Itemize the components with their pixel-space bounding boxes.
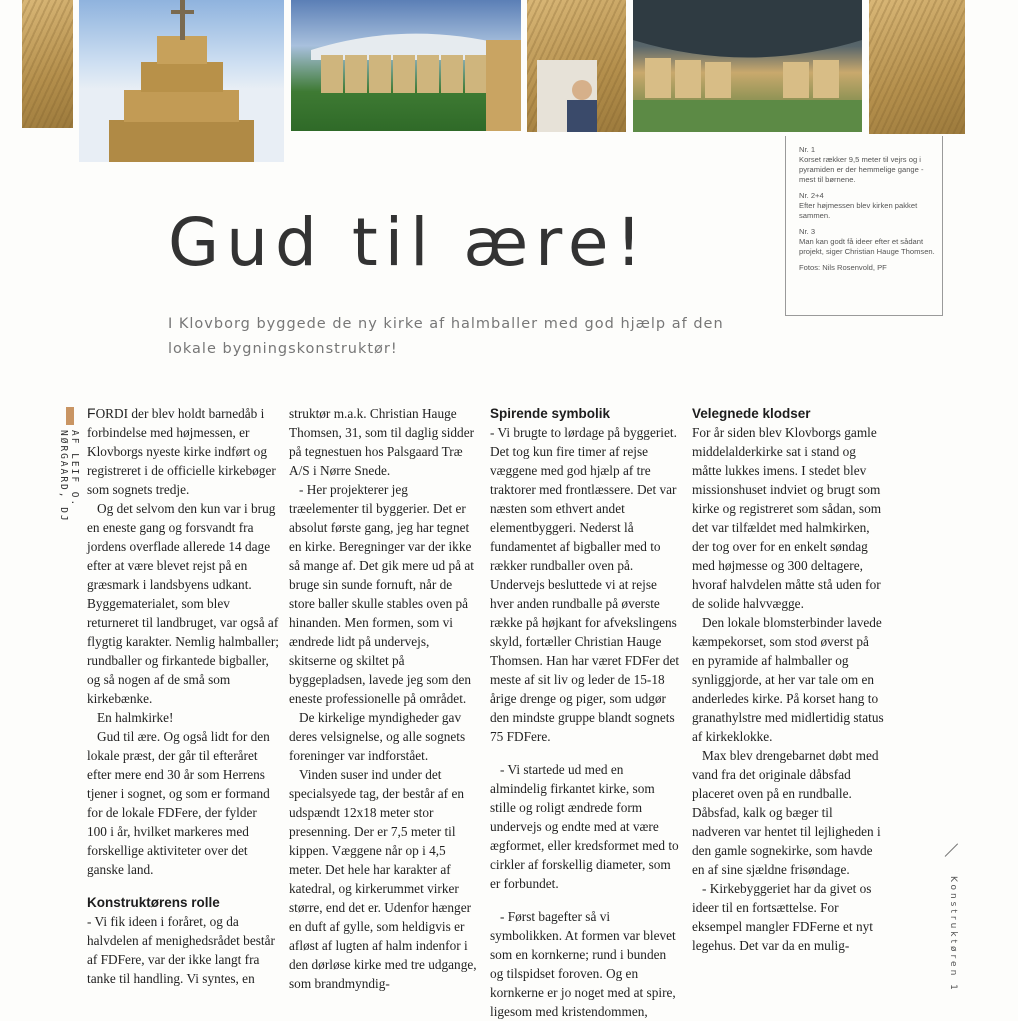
paragraph: For år siden blev Klovborgs gamle middelalderkirke sat i stand og måtte lukkes imens. I stedet blev missionshuset indviet og brugt som kirke og registreret som sådan, som det var tilfældet med halmkirken, der tog over for en enkelt søndag med højmesse og 300 deltagere, hvoraf halvdelen måtte stå uden for de solide halvvægge.: [692, 425, 882, 611]
paragraph: Den lokale blomsterbinder lavede kæmpekorset, som stod øverst på en pyramide af halmballer og synliggjorde, at her var tale om en anderledes kirke. På korset hang to granathylstre med midlertidig status af kirkeklokke.: [692, 615, 884, 744]
photo-straw-corridor: [869, 0, 965, 134]
church-exterior-illustration: [291, 0, 521, 131]
caption-1-text: Korset rækker 9,5 meter til vejrs og i pyramiden er der hemmelige gange - mest til børnene.: [799, 155, 924, 184]
paragraph: - Her projekterer jeg træelementer til byggerier. Det er absolut første gang, jeg har tegnet en kirke. Beregninger var der ikke så mange af. Det gik mere ud på at bruge sin sunde fornuft, når de store baller skulle stables oven på hinanden. Men formen, som vi ændrede lidt på undervejs, skitserne og skiltet på byggepladsen, lavede jeg som den eneste professionelle på området.: [289, 482, 474, 706]
article-column-2: [289, 404, 479, 993]
caption-2-label: Nr. 2+4: [799, 191, 824, 200]
paragraph: De kirkelige myndigheder gav deres velsignelse, og alle sognets foreninger var indforstået.: [289, 710, 466, 763]
caption-2: [799, 191, 942, 221]
paragraph: - Vi brugte to lørdage på byggeriet. Det tog kun fire timer af rejse væggene med god hjælp af tre traktorer med frontlæssere. Det var næsten som ethvert andet elementbyggeri. Nederst lå fundamentet af bigballer med to rækker rundballer oven på. Undervejs besluttede vi at rejse hver anden rundballe på øverste række på højkant for afvekslingens skyld, fortæller Christian Hauge Thomsen. Han har været FDFer det meste af sit liv og leder de 15-18 årige drenge og piger, som udgør den mindste gruppe blandt sognets 75 FDFere.: [490, 425, 680, 744]
article-byline: AF LEIF O. NØRGAARD, DJ: [58, 430, 80, 523]
article-column-1: [87, 404, 279, 988]
caption-3-label: Nr. 3: [799, 227, 816, 236]
corner-rule: [945, 843, 958, 856]
paragraph: En halmkirke!: [97, 710, 174, 725]
caption-1: [799, 145, 942, 185]
paragraph: Og det selvom den kun var i brug en eneste gang og forsvandt fra jordens overflade allerede 14 dage efter at være blevet rejst på en græsmark i landsbyens udkant. Byggematerialet, som blev returneret til landbruget, var også af flygtig karakter. Nemlig halmballer; rundballer og firkantede bigballer, og så nogen af de små som kirkebænke.: [87, 501, 280, 706]
article-column-3: [490, 404, 682, 1021]
subheading-spirende-symbolik: Spirende symbolik: [490, 406, 611, 421]
photo-caption-box: [785, 136, 943, 316]
photo-church-interior: [633, 0, 862, 132]
paragraph: Vinden suser ind under det specialsyede tag, der består af en udspændt 12x18 meter stor presenning. Der er 7,5 meter til kippen. Væggene når op i 4,5 meter. Det hele har karakter af katedral, og kirkerummet virker større, end det er. Udenfor hænger en duft af gylle, som heldigvis er afløst af lugten af halm indenfor i den dørløse kirke med tre udgange, som brandmyndig-: [289, 767, 477, 991]
photo-credit-text: Fotos: Nils Rosenvold, PF: [799, 263, 887, 272]
pyramid-illustration: [79, 0, 284, 162]
byline-accent-bar: [66, 407, 74, 425]
photo-man-in-straw: [527, 0, 626, 132]
caption-3-text: Man kan godt få ideer efter et sådant projekt, siger Christian Hauge Thomsen.: [799, 237, 935, 256]
paragraph: struktør m.a.k. Christian Hauge Thomsen, 31, som til daglig sidder på tegnestuen hos Palsgaard Træ A/S i Nørre Snede.: [289, 406, 475, 478]
article-lede: I Klovborg byggede de ny kirke af halmballer med god hjælp af den lokale bygningskonstruktør!: [168, 316, 724, 357]
subheading-velegnede-klodser: Velegnede klodser: [692, 406, 811, 421]
article-headline: Gud til ære!: [168, 204, 649, 281]
caption-1-label: Nr. 1: [799, 145, 816, 154]
paragraph: FORDI der blev holdt barnedåb i forbindelse med højmessen, er Klovborgs nyeste kirke indført og registreret i de officielle kirkebøger som sognets tredje.: [87, 405, 276, 497]
paragraph: - Vi startede ud med en almindelig firkantet kirke, som stille og roligt ændrede form undervejs og endte med at være ægformet, eller kredsformet med to cirkler af forskellig diameter, som er forbundet.: [490, 762, 679, 891]
subheading-konstruktorens-rolle: Konstruktørens rolle: [87, 895, 220, 910]
paragraph-gap: [490, 746, 682, 760]
paragraph: - Vi fik ideen i foråret, og da halvdelen af menighedsrådet består af FDFere, var der ikke langt fra tanke til handling. Vi syntes, en: [87, 914, 275, 986]
photo-credit: [799, 263, 942, 273]
caption-2-text: Efter højmessen blev kirken pakket sammen.: [799, 201, 918, 220]
photo-straw-pyramid: [79, 0, 284, 162]
paragraph: - Kirkebyggeriet har da givet os ideer til en fortsættelse. For eksempel mangler FDFerne et nyt legehus. Det var da en mulig-: [692, 881, 873, 953]
man-illustration: [527, 0, 626, 132]
paragraph-gap: [490, 893, 682, 907]
church-interior-illustration: [633, 0, 862, 132]
article-column-4: [692, 404, 884, 955]
paragraph: Max blev drengebarnet døbt med vand fra det originale dåbsfad placeret oven på en rundballe. Dåbsfad, kalk og bæger til nadveren var hentet til lejligheden i den gamle sognekirke, som havde en af sine sjældne frisøndage.: [692, 748, 881, 877]
photo-straw-closeup: [22, 0, 73, 128]
caption-3: [799, 227, 942, 257]
photo-church-exterior: [291, 0, 521, 131]
paragraph: - Først bagefter så vi symbolikken. At formen var blevet som en kornkerne; rund i bunden og tilspidset foroven. Og en kornkerne er jo noget med at spire, ligesom med kristendommen,: [490, 909, 676, 1019]
paragraph: Gud til ære. Og også lidt for den lokale præst, der går til efteråret efter mere end 30 år som Herrens tjener i sognet, og som er formand for de lokale FDFere, der fylder 100 i år, hvilket markeres med forskellige aktiviteter over det ganske land.: [87, 729, 270, 877]
magazine-section-label: Konstruktøren 1: [948, 876, 958, 993]
